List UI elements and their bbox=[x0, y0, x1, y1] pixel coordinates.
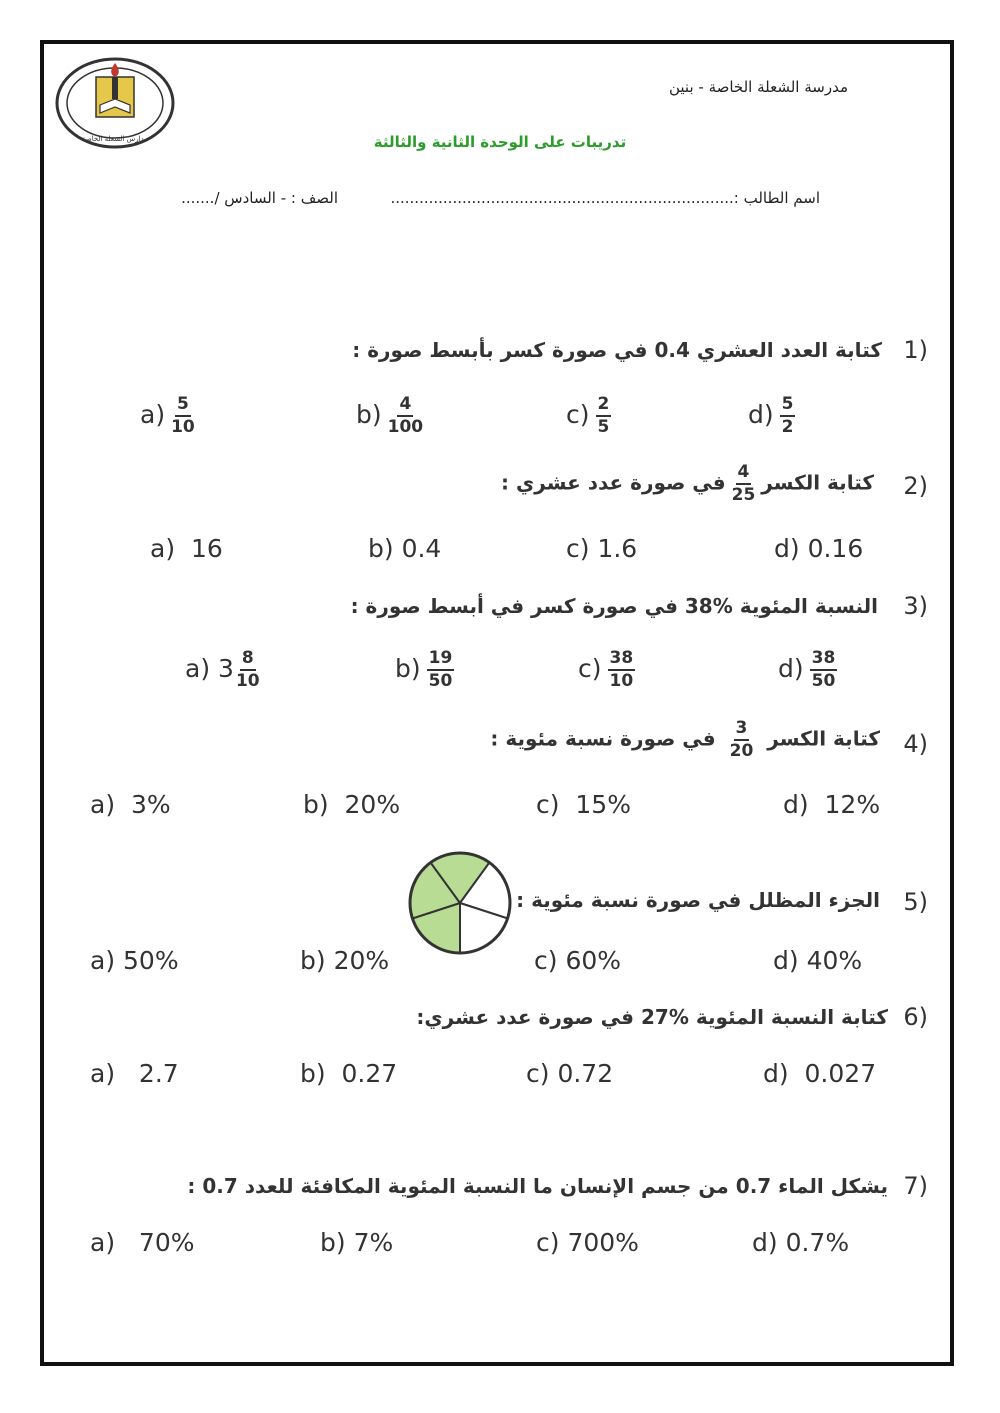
question-number: 2) bbox=[903, 472, 928, 500]
option-letter: c) bbox=[536, 1228, 560, 1257]
fraction-numerator: 19 bbox=[427, 650, 455, 671]
option-value: 20% bbox=[333, 946, 390, 975]
option-letter: b) bbox=[368, 534, 394, 563]
option-letter: a) bbox=[90, 790, 116, 819]
option-letter: a) bbox=[140, 400, 166, 429]
fraction-denominator: 20 bbox=[729, 741, 754, 761]
option-a[interactable] bbox=[90, 790, 171, 819]
question-text bbox=[490, 720, 880, 760]
option-a[interactable] bbox=[90, 946, 179, 975]
option-fraction bbox=[596, 396, 612, 436]
option-letter: d) bbox=[773, 946, 799, 975]
option-value: 7% bbox=[353, 1228, 394, 1257]
option-letter: a) bbox=[90, 1228, 116, 1257]
fraction-denominator: 50 bbox=[811, 671, 836, 691]
option-letter: b) bbox=[356, 400, 382, 429]
fraction-numerator: 38 bbox=[608, 650, 636, 671]
fraction-denominator: 100 bbox=[387, 417, 424, 437]
option-b[interactable] bbox=[395, 650, 460, 690]
option-letter: c) bbox=[534, 946, 558, 975]
option-b[interactable] bbox=[300, 946, 389, 975]
fraction-numerator: 4 bbox=[397, 396, 413, 417]
fraction-denominator: 5 bbox=[597, 417, 610, 437]
option-b[interactable] bbox=[356, 396, 429, 436]
fraction-numerator: 8 bbox=[240, 650, 256, 671]
fraction-numerator: 4 bbox=[736, 464, 752, 485]
option-value: 0.27 bbox=[341, 1059, 398, 1088]
option-c[interactable] bbox=[578, 650, 641, 690]
option-letter: d) bbox=[748, 400, 774, 429]
option-letter: c) bbox=[526, 1059, 550, 1088]
option-d[interactable] bbox=[763, 1059, 876, 1088]
option-value: 0.027 bbox=[804, 1059, 877, 1088]
option-c[interactable] bbox=[566, 534, 637, 563]
shaded-pie-chart bbox=[405, 848, 515, 958]
option-letter: d) bbox=[763, 1059, 789, 1088]
option-b[interactable] bbox=[368, 534, 441, 563]
option-letter: d) bbox=[778, 654, 804, 683]
fraction-denominator: 25 bbox=[731, 485, 756, 505]
fraction-numerator: 2 bbox=[596, 396, 612, 417]
question-number: 7) bbox=[903, 1172, 928, 1200]
question-text-after: في صورة عدد عشري : bbox=[500, 470, 726, 495]
option-value: 3% bbox=[130, 790, 171, 819]
option-letter: c) bbox=[578, 654, 602, 683]
option-value: 20% bbox=[344, 790, 401, 819]
option-value: 40% bbox=[806, 946, 863, 975]
worksheet-title: تدريبات على الوحدة الثانية والثالثة bbox=[373, 133, 627, 151]
option-c[interactable] bbox=[536, 1228, 639, 1257]
option-value: 0.72 bbox=[557, 1059, 614, 1088]
option-letter: c) bbox=[566, 534, 590, 563]
option-value: 15% bbox=[575, 790, 631, 819]
option-letter: b) bbox=[300, 1059, 326, 1088]
question-text: كتابة العدد العشري 0.4 في صورة كسر بأبسط صورة : bbox=[352, 338, 882, 362]
option-letter: b) bbox=[300, 946, 326, 975]
option-fraction bbox=[171, 396, 195, 436]
option-value: 0.16 bbox=[807, 534, 864, 563]
option-letter: d) bbox=[774, 534, 800, 563]
fraction-denominator: 10 bbox=[171, 417, 195, 437]
option-b[interactable] bbox=[300, 1059, 397, 1088]
option-c[interactable] bbox=[536, 790, 631, 819]
option-d[interactable] bbox=[778, 650, 843, 690]
option-a[interactable] bbox=[90, 1059, 179, 1088]
question-text: الجزء المظلل في صورة نسبة مئوية : bbox=[516, 888, 880, 912]
option-value: 16 bbox=[190, 534, 223, 563]
question-text: كتابة النسبة المئوية %27 في صورة عدد عشري: bbox=[416, 1005, 888, 1029]
question-fraction bbox=[732, 464, 756, 504]
question-number: 5) bbox=[903, 888, 928, 916]
question-text bbox=[501, 464, 874, 504]
option-a[interactable] bbox=[140, 396, 201, 436]
fraction-numerator: 5 bbox=[175, 396, 191, 417]
fraction-denominator: 2 bbox=[781, 417, 794, 437]
option-letter: a) bbox=[185, 654, 211, 683]
option-letter: c) bbox=[536, 790, 560, 819]
fraction-numerator: 3 bbox=[734, 720, 750, 741]
option-c[interactable] bbox=[526, 1059, 613, 1088]
option-a[interactable] bbox=[185, 650, 266, 690]
fraction-denominator: 10 bbox=[609, 671, 634, 691]
question-text-after: في صورة نسبة مئوية : bbox=[490, 726, 716, 751]
option-value: 0.7% bbox=[785, 1228, 850, 1257]
question-text-before: كتابة الكسر bbox=[767, 726, 880, 751]
student-name-field[interactable]: اسم الطالب :........................................................................ bbox=[390, 189, 820, 207]
option-letter: b) bbox=[320, 1228, 346, 1257]
option-fraction bbox=[427, 650, 455, 690]
question-text: النسبة المئوية %38 في صورة كسر في أبسط صورة : bbox=[350, 594, 878, 618]
option-b[interactable] bbox=[320, 1228, 393, 1257]
option-letter: a) bbox=[150, 534, 176, 563]
question-number: 4) bbox=[903, 730, 928, 758]
question-text: يشكل الماء 0.7 من جسم الإنسان ما النسبة المئوية المكافئة للعدد 0.7 : bbox=[187, 1174, 888, 1198]
option-letter: c) bbox=[566, 400, 590, 429]
question-number: 1) bbox=[903, 336, 928, 364]
class-field[interactable]: الصف : - السادس /....... bbox=[181, 189, 338, 207]
option-fraction bbox=[780, 396, 796, 436]
option-c[interactable] bbox=[534, 946, 621, 975]
option-fraction bbox=[388, 396, 424, 436]
option-value: 700% bbox=[567, 1228, 639, 1257]
option-letter: d) bbox=[783, 790, 809, 819]
option-a[interactable] bbox=[90, 1228, 195, 1257]
mixed-whole: 3 bbox=[218, 654, 234, 683]
option-fraction bbox=[810, 650, 838, 690]
school-name: مدرسة الشعلة الخاصة - بنين bbox=[668, 78, 848, 96]
option-a[interactable] bbox=[150, 534, 223, 563]
option-value: 12% bbox=[824, 790, 881, 819]
option-value: 60% bbox=[565, 946, 622, 975]
option-d[interactable] bbox=[773, 946, 862, 975]
option-fraction bbox=[608, 650, 636, 690]
option-letter: b) bbox=[303, 790, 329, 819]
question-number: 3) bbox=[903, 592, 928, 620]
fraction-numerator: 5 bbox=[780, 396, 796, 417]
question-text-before: كتابة الكسر bbox=[761, 470, 874, 495]
option-d[interactable] bbox=[774, 534, 863, 563]
question-fraction bbox=[730, 720, 754, 760]
page-border bbox=[40, 40, 954, 1366]
fraction-numerator: 38 bbox=[810, 650, 838, 671]
option-letter: d) bbox=[752, 1228, 778, 1257]
option-d[interactable] bbox=[752, 1228, 849, 1257]
fraction-denominator: 50 bbox=[428, 671, 453, 691]
option-d[interactable] bbox=[748, 396, 801, 436]
option-value: 0.4 bbox=[401, 534, 442, 563]
option-c[interactable] bbox=[566, 396, 617, 436]
fraction-denominator: 10 bbox=[235, 671, 260, 691]
option-value: 50% bbox=[123, 946, 179, 975]
option-fraction bbox=[236, 650, 260, 690]
option-letter: a) bbox=[90, 1059, 116, 1088]
option-d[interactable] bbox=[783, 790, 880, 819]
option-letter: a) bbox=[90, 946, 116, 975]
question-number: 6) bbox=[903, 1003, 928, 1031]
option-value: 2.7 bbox=[138, 1059, 179, 1088]
option-b[interactable] bbox=[303, 790, 400, 819]
option-value: 70% bbox=[138, 1228, 195, 1257]
option-letter: b) bbox=[395, 654, 421, 683]
logo-text: مدارس الشعلة الخاصة bbox=[82, 135, 148, 143]
option-value: 1.6 bbox=[597, 534, 638, 563]
